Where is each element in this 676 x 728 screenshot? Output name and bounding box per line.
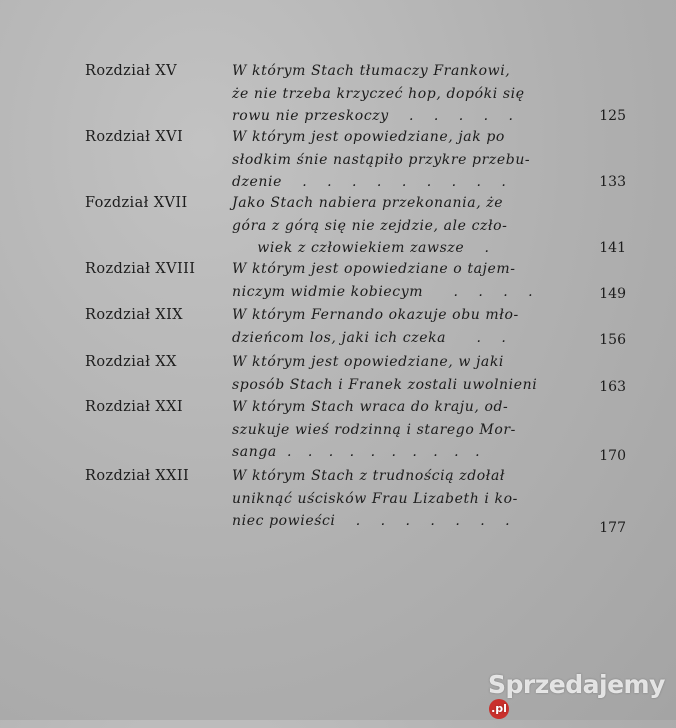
description-line: W którym Stach tłumaczy Frankowi, bbox=[232, 63, 511, 79]
page-number: 149 bbox=[599, 286, 626, 302]
chapter-description bbox=[232, 60, 572, 128]
description-line: wiek z człowiekiem zawsze . bbox=[257, 240, 497, 256]
watermark-suffix: .pl bbox=[489, 699, 509, 719]
leader-dots: . . bbox=[476, 329, 514, 346]
page-number: 156 bbox=[599, 332, 626, 348]
leader-dots: . . . . . . . . . bbox=[302, 174, 514, 190]
chapter-description bbox=[232, 396, 572, 464]
description-line: szukuje wieś rodzinną i starego Mor- bbox=[232, 421, 516, 438]
description-line: dzieńcom los, jaki ich czeka . . bbox=[232, 329, 514, 346]
watermark-text: Sprzedajemy bbox=[488, 670, 665, 699]
chapter-number: Rozdział XXII bbox=[85, 468, 190, 484]
chapter-number: Rozdział XVI bbox=[85, 129, 184, 145]
chapter-number: Fozdział XVII bbox=[85, 195, 188, 211]
description-line: W którym jest opowiedziane, jak po bbox=[232, 129, 505, 145]
chapter-number: Rozdział XX bbox=[85, 354, 177, 370]
description-line: W którym Stach z trudnością zdołał bbox=[232, 468, 506, 484]
description-line: rowu nie przeskoczy . . . . . bbox=[232, 108, 522, 124]
chapter-description bbox=[232, 351, 572, 396]
leader-dots: . . . . . . . bbox=[355, 513, 518, 529]
leader-dots: . bbox=[484, 240, 497, 256]
description-line: sanga . . . . . . . . . . bbox=[232, 444, 486, 460]
chapter-number: Rozdział XV bbox=[85, 63, 177, 79]
page-number: 163 bbox=[599, 379, 626, 395]
chapter-description bbox=[232, 192, 572, 260]
page-number: 141 bbox=[599, 240, 626, 256]
description-line: niec powieści . . . . . . . bbox=[232, 513, 518, 529]
page-number: 170 bbox=[599, 448, 626, 464]
leader-dots: . . . . bbox=[453, 283, 541, 300]
description-line: W którym Fernando okazuje obu mło- bbox=[232, 307, 519, 323]
page-number: 133 bbox=[599, 174, 626, 190]
chapter-description bbox=[232, 304, 572, 349]
chapter-number: Rozdział XVIII bbox=[85, 261, 196, 277]
page-number: 177 bbox=[599, 520, 626, 536]
description-line: niczym widmie kobiecym . . . . bbox=[232, 283, 541, 300]
description-line: dzenie . . . . . . . . . bbox=[232, 174, 514, 190]
description-line: W którym jest opowiedziane, w jaki bbox=[232, 354, 505, 370]
description-line: sposób Stach i Franek zostali uwolnieni bbox=[232, 376, 538, 393]
leader-dots: . . . . . . . . . . bbox=[286, 444, 486, 460]
page-number: 125 bbox=[599, 108, 626, 124]
description-line: W którym Stach wraca do kraju, od- bbox=[232, 399, 509, 415]
description-line: W którym jest opowiedziane o tajem- bbox=[232, 261, 516, 277]
chapter-description bbox=[232, 258, 572, 303]
leader-dots: . . . . . bbox=[408, 108, 522, 124]
description-line: Jako Stach nabiera przekonania, że bbox=[232, 195, 504, 211]
chapter-number: Rozdział XXI bbox=[85, 399, 183, 415]
chapter-number: Rozdział XIX bbox=[85, 307, 183, 323]
description-line: że nie trzeba krzyczeć hop, dopóki się bbox=[232, 85, 525, 102]
description-line: uniknąć uścisków Frau Lizabeth i ko- bbox=[232, 490, 518, 507]
chapter-description bbox=[232, 126, 572, 194]
description-line: słodkim śnie nastąpiło przykre przebu- bbox=[232, 151, 531, 168]
description-line: góra z górą się nie zejdzie, ale czło- bbox=[232, 217, 508, 234]
watermark-logo bbox=[488, 670, 676, 728]
chapter-description bbox=[232, 465, 572, 533]
